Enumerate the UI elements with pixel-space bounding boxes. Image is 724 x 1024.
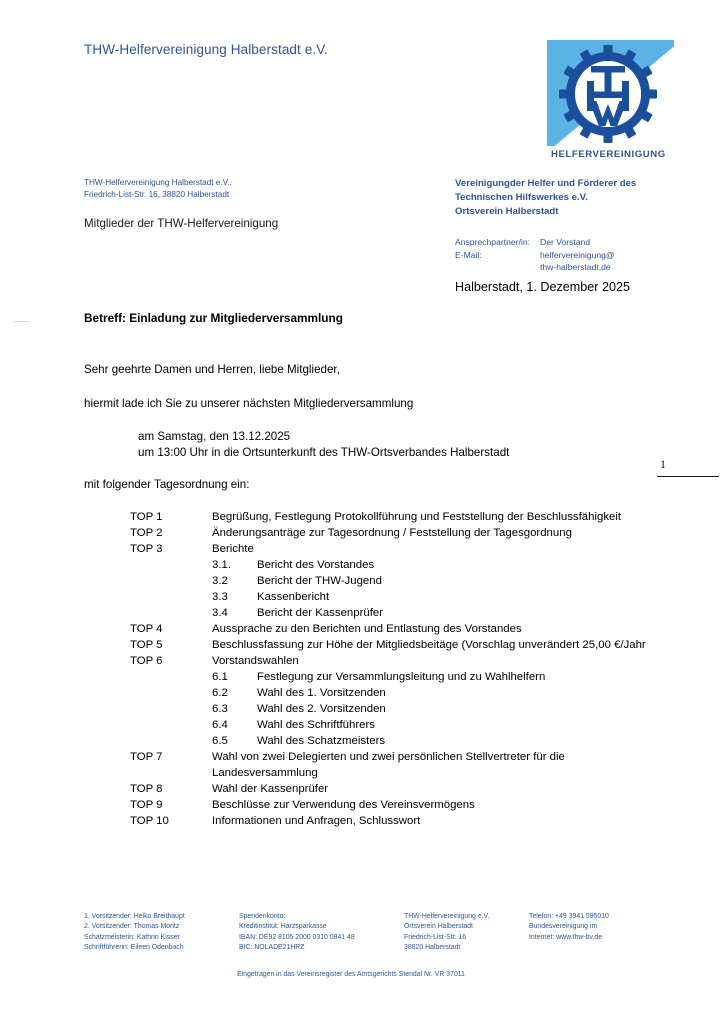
agenda-item-text: Wahl von zwei Delegierten und zwei persönlichen Stellvertreter für die Landesversammlung <box>212 751 565 780</box>
footer-address-line: Ortsverein Halberstadt <box>404 923 473 931</box>
org-line-3: Ortsverein Halberstadt <box>455 206 559 218</box>
agenda-list <box>130 509 650 829</box>
agenda-subitem <box>130 685 650 701</box>
footer-bank-line: IBAN: DE92 8105 2000 0310 0841 48 <box>239 933 355 941</box>
agenda-subitem-number: 3.2 <box>212 575 228 588</box>
agenda-item-text: Informationen und Anfragen, Schlusswort <box>212 815 421 828</box>
thw-gear-icon <box>558 44 658 144</box>
footer-bank-column <box>239 912 404 954</box>
agenda-item-text: Beschlussfassung zur Höhe der Mitgliedsbeitäge (Vorschlag unverändert 25,00 €/Jahr <box>212 639 646 652</box>
agenda-subitem <box>130 669 650 685</box>
agenda-item <box>130 541 650 557</box>
agenda-subitem <box>130 733 650 749</box>
agenda-subitem-text: Bericht des Vorstandes <box>257 559 375 572</box>
contact-email-value[interactable] <box>540 249 690 274</box>
agenda-item <box>130 797 650 813</box>
footer-registration: Eingetragen in das Vereinsregister des Amtsgerichts Stendal Nr. VR 37011 <box>237 970 465 978</box>
place-date-line: Halberstadt, 1. Dezember 2025 <box>455 280 631 294</box>
agenda-item-number: TOP 9 <box>130 799 163 812</box>
agenda-subitem <box>130 573 650 589</box>
agenda-item-number: TOP 10 <box>130 815 169 828</box>
sender-address <box>84 177 232 200</box>
footer <box>84 912 696 980</box>
email-line-1: helfervereinigung@ <box>540 249 615 260</box>
meeting-time-place: um 13:00 Uhr in die Ortsunterkunft des THW-Ortsverbandes Halberstadt <box>138 446 510 460</box>
agenda-item <box>130 813 650 829</box>
agenda-subitem-number: 6.5 <box>212 735 228 748</box>
agenda-subitem-text: Wahl des 1. Vorsitzenden <box>257 687 386 700</box>
agenda-item-number: TOP 3 <box>130 543 163 556</box>
sender-line-2: Friedrich-List-Str. 16, 38820 Halberstadt <box>84 189 230 199</box>
agenda-item-text: Vorstandswahlen <box>212 655 299 668</box>
page-number-rule <box>657 476 719 477</box>
agenda-item <box>130 637 650 653</box>
footer-board-line: Schatzmeisterin: Kathrin Kisser <box>84 933 180 941</box>
contact-block <box>455 236 690 274</box>
agenda-item <box>130 749 650 781</box>
contact-person-row <box>455 236 690 249</box>
agenda-subitem-number: 3.3 <box>212 591 228 604</box>
agenda-item <box>130 621 650 637</box>
agenda-subitem-number: 6.4 <box>212 719 228 732</box>
agenda-subitem-text: Bericht der Kassenprüfer <box>257 607 383 620</box>
contact-person-label: Ansprechpartner/in: <box>455 237 530 247</box>
footer-bank-line: Spendenkonto: <box>239 913 286 920</box>
agenda-subitem-text: Bericht der THW-Jugend <box>257 575 382 588</box>
agenda-item-number: TOP 8 <box>130 783 163 796</box>
agenda-subitem-number: 3.1. <box>212 559 231 572</box>
agenda-item-text: Beschlüsse zur Verwendung des Vereinsvermögens <box>212 799 475 812</box>
agenda-lead-in: mit folgender Tagesordnung ein: <box>84 478 250 491</box>
organisation-block <box>455 177 690 220</box>
footer-contact-line: Telefon: +49 3941 595010 <box>529 913 609 920</box>
agenda-subitem-text: Festlegung zur Versammlungsleitung und zu Wahlhelfern <box>257 671 546 684</box>
agenda-subitem-text: Kassenbericht <box>257 591 330 604</box>
agenda-subitem <box>130 701 650 717</box>
contact-email-label: E-Mail: <box>455 249 482 260</box>
footer-address-line: THW-Helfervereinigung e.V. <box>404 913 490 920</box>
agenda-item-text: Berichte <box>212 543 254 556</box>
agenda-subitem-text: Wahl des 2. Vorsitzenden <box>257 703 386 716</box>
margin-mark <box>14 321 30 322</box>
footer-bank-line: BIC: NOLADE21HRZ <box>239 944 305 952</box>
agenda-subitem <box>130 589 650 605</box>
contact-person-value: Der Vorstand <box>540 237 591 247</box>
agenda-item-number: TOP 2 <box>130 527 163 540</box>
page-number: 1 <box>660 457 666 471</box>
footer-contact-line: Internet: www.thw-bv.de <box>529 933 603 941</box>
footer-board-column <box>84 912 239 954</box>
agenda-item-number: TOP 5 <box>130 639 163 652</box>
agenda-item-text: Aussprache zu den Berichten und Entlastung des Vorstandes <box>212 623 522 636</box>
agenda-subitem-text: Wahl des Schriftführers <box>257 719 375 732</box>
footer-board-line: 1. Vorsitzender: Heiko Breithaupt <box>84 913 185 920</box>
agenda-item-number: TOP 7 <box>130 751 163 764</box>
intro-paragraph: hiermit lade ich Sie zu unserer nächsten Mitgliederversammlung <box>84 397 414 410</box>
org-line-2: Technischen Hilfswerkes e.V. <box>455 192 588 204</box>
contact-email-row <box>455 249 690 274</box>
agenda-item <box>130 653 650 669</box>
agenda-subitem-text: Wahl des Schatzmeisters <box>257 735 386 748</box>
agenda-item-number: TOP 4 <box>130 623 163 636</box>
recipient-address: Mitglieder der THW-Helfervereinigung <box>84 217 279 230</box>
meeting-details <box>138 429 509 462</box>
agenda-subitem <box>130 717 650 733</box>
page-title: THW-Helfervereinigung Halberstadt e.V. <box>84 42 328 57</box>
sender-line-1: THW-Helfervereinigung Halberstadt e.V., <box>84 178 232 187</box>
agenda-item <box>130 509 650 525</box>
agenda-subitem-number: 6.1 <box>212 671 228 684</box>
agenda-subitem <box>130 605 650 621</box>
email-line-2: thw-halberstadt.de <box>540 262 611 273</box>
footer-contact-line: Bundesvereinigung im <box>529 923 598 931</box>
agenda-item-text: Begrüßung, Festlegung Protokollführung und Feststellung der Beschlussfähigkeit <box>212 511 622 523</box>
logo-caption: HELFERVEREINIGUNG <box>551 149 666 160</box>
meeting-date: am Samstag, den 13.12.2025 <box>138 430 291 443</box>
footer-contact-column <box>529 912 696 954</box>
salutation: Sehr geehrte Damen und Herren, liebe Mitglieder, <box>84 363 340 376</box>
agenda-item-text: Wahl der Kassenprüfer <box>212 783 329 796</box>
agenda-subitem-number: 6.2 <box>212 687 228 700</box>
agenda-item-number: TOP 1 <box>130 511 163 523</box>
agenda-item-number: TOP 6 <box>130 655 163 668</box>
logo-graphic <box>547 40 674 146</box>
agenda-item-text: Änderungsanträge zur Tagesordnung / Feststellung der Tagesgordnung <box>212 527 572 540</box>
agenda-item <box>130 525 650 541</box>
footer-address-line: Friedrich-List-Str. 16 <box>404 933 467 941</box>
agenda-subitem-number: 6.3 <box>212 703 228 716</box>
agenda-subitem-number: 3.4 <box>212 607 228 620</box>
agenda-subitem <box>130 557 650 573</box>
footer-address-line: 38820 Halberstadt <box>404 944 461 952</box>
org-line-1: Vereinigungder Helfer und Förderer des <box>455 178 637 189</box>
footer-board-line: Schriftführerin: Eileen Odenbach <box>84 944 184 952</box>
footer-columns <box>84 912 696 954</box>
footer-bank-line: Kreditinstitut: Harzsparkasse <box>239 923 327 931</box>
thw-logo <box>547 40 679 160</box>
agenda-item <box>130 781 650 797</box>
footer-address-column <box>404 912 529 954</box>
footer-board-line: 2. Vorsitzender: Thomas Moritz <box>84 923 180 931</box>
subject-line: Betreff: Einladung zur Mitgliederversammlung <box>84 311 343 325</box>
